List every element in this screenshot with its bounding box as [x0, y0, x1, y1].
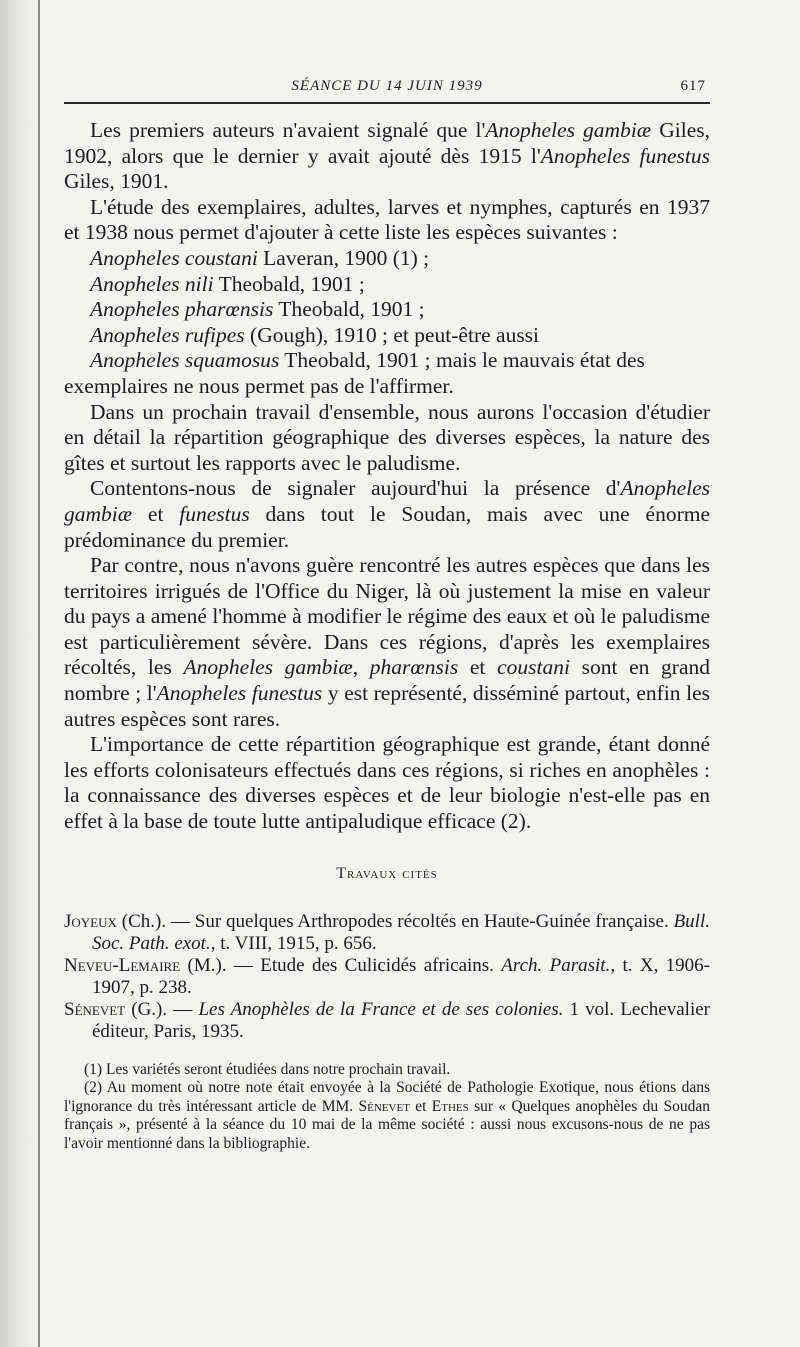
reference-text: (M.). — Etude des Culicidés africains.: [180, 954, 502, 976]
species-name: Anopheles rufipes: [90, 322, 245, 347]
species-name: funestus: [179, 501, 250, 526]
species-name: coustani: [497, 655, 570, 680]
reference-author: Joyeux: [64, 910, 117, 932]
reference-journal: Bull. Soc. Path. exot.: [92, 910, 710, 954]
reference-item: [64, 911, 710, 955]
text-run: sont en grand nombre ; l': [64, 655, 710, 706]
reference-text: , t. VIII, 1915, p. 656.: [210, 932, 377, 954]
text-run: y est représenté, disséminé partout, enfin les autres espèces sont rares.: [64, 681, 710, 731]
reference-item: [64, 999, 710, 1043]
reference-list: [64, 911, 710, 1043]
paragraph-6: [64, 553, 710, 732]
reference-author: Neveu-Lemaire: [64, 954, 181, 976]
text-run: Les premiers auteurs n'avaient signalé que l': [90, 118, 486, 142]
text-run: dans tout le Soudan, mais avec une énorme prédominance du premier.: [64, 501, 710, 552]
footnote-2: [64, 1079, 710, 1153]
text-run: et: [458, 655, 498, 680]
text-run: et: [409, 1097, 432, 1115]
body-text: [64, 118, 710, 835]
text-run: Contentons-nous de signaler aujourd'hui la présence d': [90, 476, 621, 501]
species-detail: Theobald, 1901 ;: [273, 297, 425, 322]
text-run: ,: [352, 655, 370, 680]
species-item: [64, 246, 710, 272]
reference-text: (G.). —: [125, 998, 199, 1020]
reference-text: 1 vol. Lechevalier éditeur, Paris, 1935.: [92, 998, 710, 1042]
reference-text: (Ch.). — Sur quelques Arthropodes récoltés en Haute-Guinée française.: [116, 910, 674, 932]
footnote-1: (1) Les variétés seront étudiées dans notre prochain travail.: [84, 1060, 451, 1078]
species-name: Anopheles coustani: [90, 245, 258, 270]
author-name: Ethes: [431, 1097, 469, 1115]
paragraph-7: L'importance de cette répartition géographique est grande, étant donné les efforts colonisateurs effectués dans ces régions, si riches en anophèles : la connaissance des diverses espèces et de leur biologie n'est-elle pas en effet à la base de toute lutte antipaludique efficace (2).: [64, 732, 710, 834]
page-content: [64, 72, 710, 1154]
species-detail: (Gough), 1910 ; et peut-être aussi: [244, 322, 540, 347]
species-name: Anopheles nili: [90, 271, 214, 296]
species-name: Anopheles squamosus: [90, 348, 280, 373]
running-header: [64, 72, 710, 104]
footnotes: [64, 1061, 710, 1154]
species-name: Anopheles gambiæ: [183, 655, 353, 680]
reference-text: , t. X, 1906-1907, p. 238.: [92, 954, 710, 998]
reference-item: [64, 955, 710, 999]
species-item: [64, 323, 710, 349]
text-run: Par contre, nous n'avons guère rencontré les autres espèces que dans les territoires irrigués de l'Office du Niger, là où justement la mise en valeur du pays a amené l'homme à modifier le régime des eaux et où le paludisme est particulièrement sévère. Dans ces régions, d'après les exemplaires récoltés, les: [64, 553, 710, 680]
paragraph-5: [64, 476, 710, 553]
species-item: [64, 348, 710, 374]
author-name: Sénevet: [358, 1097, 410, 1115]
page-number: 617: [680, 78, 706, 94]
text-run: sur « Quelques anophèles du Soudan français », présenté à la séance du 10 mai de la même société : aussi nous excusons-nous de ne pas l'avoir mentionné dans la bibliographie.: [64, 1097, 711, 1152]
species-name: Anopheles funestus: [156, 681, 323, 706]
species-name: pharœnsis: [369, 655, 459, 680]
text-run: (2) Au moment où notre note était envoyée à la Société de Pathologie Exotique, nous étions dans l'ignorance du très intéressant article de MM.: [64, 1079, 710, 1115]
page-gutter-line: [38, 0, 40, 1347]
species-item: [64, 272, 710, 298]
section-heading: Travaux cités: [336, 864, 438, 882]
species-name: Anopheles funestus: [540, 143, 710, 168]
paragraph-continuation: exemplaires ne nous permet pas de l'affirmer.: [64, 373, 454, 398]
species-detail: Theobald, 1901 ; mais le mauvais état des: [279, 348, 645, 373]
page-spine-shadow: [0, 0, 40, 1347]
text-run: Giles, 1902, alors que le dernier y avait ajouté dès 1915 l': [64, 118, 710, 168]
reference-author: Sénevet: [64, 998, 126, 1020]
paragraph-1: [64, 118, 710, 195]
species-detail: Theobald, 1901 ;: [213, 271, 365, 296]
species-name: Anopheles gambiæ: [64, 476, 710, 526]
species-name: Anopheles pharœnsis: [90, 297, 274, 322]
reference-journal: Arch. Parasit.: [501, 954, 611, 976]
species-item: [64, 297, 710, 323]
species-name: Anopheles gambiæ: [485, 118, 652, 142]
paragraph-2: L'étude des exemplaires, adultes, larves et nymphes, capturés en 1937 et 1938 nous permet d'ajouter à cette liste les espèces suivantes :: [64, 194, 710, 245]
text-run: Giles, 1901.: [64, 169, 169, 194]
text-run: et: [132, 501, 180, 526]
reference-journal: Les Anophèles de la France et de ses colonies.: [198, 998, 564, 1020]
species-detail: Laveran, 1900 (1) ;: [257, 245, 430, 270]
paragraph-4: Dans un prochain travail d'ensemble, nous aurons l'occasion d'étudier en détail la répartition géographique des diverses espèces, la nature des gîtes et surtout les rapports avec le paludisme.: [64, 399, 710, 475]
running-title: SÉANCE DU 14 JUIN 1939: [291, 78, 483, 94]
